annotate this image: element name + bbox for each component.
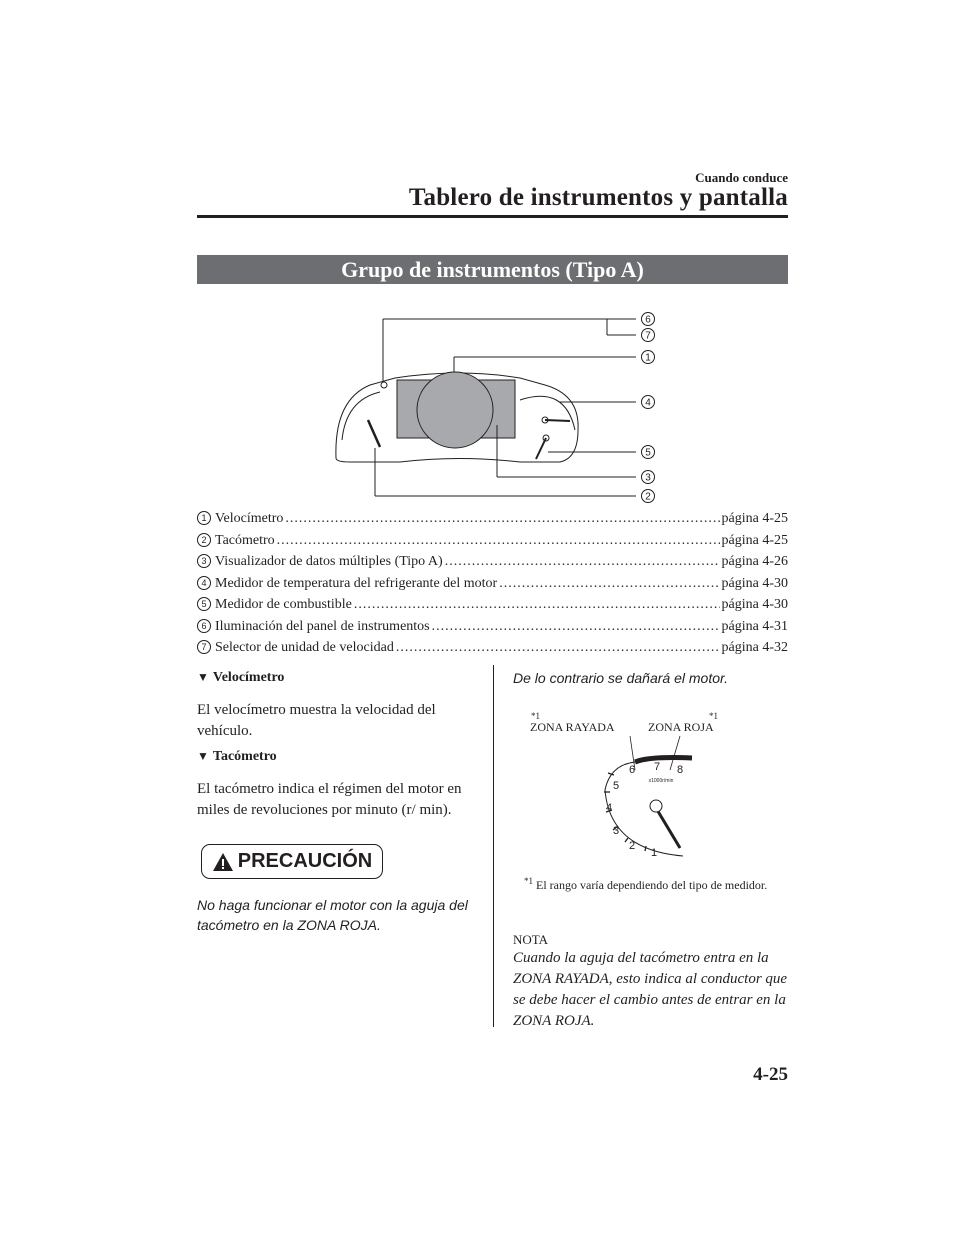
tach-number: 4 xyxy=(605,802,613,814)
list-item: 6 Iluminación del panel de instrumentos ..... página 4-31 xyxy=(197,619,788,641)
callout-5: 5 xyxy=(645,447,651,459)
chapter-title: Tablero de instrumentos y pantalla xyxy=(408,184,788,211)
triangle-down-icon: ▼ xyxy=(197,749,209,763)
tacometro-text: El tacómetro indica el régimen del motor en miles de revoluciones por minuto (r/ min). xyxy=(197,781,462,818)
instrument-cluster-illustration xyxy=(330,308,675,508)
zona-roja-label: ZONA ROJA xyxy=(648,720,714,734)
triangle-down-icon: ▼ xyxy=(197,670,209,684)
temp-needle xyxy=(545,420,570,421)
column-divider xyxy=(493,665,494,1027)
caution-label: PRECAUCIÓN xyxy=(237,850,373,872)
tach-number: 8 xyxy=(676,764,684,776)
right-gauge-arc xyxy=(520,396,575,430)
note-text: Cuando la aguja del tacómetro entra en la ZONA RAYADA, esto indica al conductor que se debe hacer el cambio antes de entrar en la ZONA ROJA. xyxy=(513,950,788,1029)
caution-text: No haga funcionar el motor con la aguja del tacómetro en la ZONA ROJA. xyxy=(197,897,468,933)
callout-4: 4 xyxy=(645,397,651,409)
tach-number: 6 xyxy=(628,764,636,776)
section-title: Grupo de instrumentos (Tipo A) xyxy=(197,255,788,284)
footnote-marker: *1 xyxy=(531,711,540,721)
callout-6: 6 xyxy=(645,314,651,326)
note-label: NOTA xyxy=(513,932,549,947)
list-item: 3 Visualizador de datos múltiples (Tipo A) ..... página 4-26 xyxy=(197,554,788,576)
velocimetro-text: El velocímetro muestra la velocidad del vehículo. xyxy=(197,702,436,739)
callout-7: 7 xyxy=(645,330,651,342)
tach-number: 5 xyxy=(612,780,620,792)
tach-number: 1 xyxy=(650,847,658,859)
list-item: 5 Medidor de combustible ..... página 4-30 xyxy=(197,597,788,619)
illumination-knob xyxy=(381,382,387,388)
warning-icon xyxy=(212,852,234,872)
tach-number: 7 xyxy=(653,761,661,773)
callout-2: 2 xyxy=(645,491,651,503)
tach-number: 3 xyxy=(612,825,620,837)
callout-3: 3 xyxy=(645,472,651,484)
footnote-marker: *1 xyxy=(524,876,533,886)
footnote-marker: *1 xyxy=(709,711,718,721)
footnote: $^{*1}$ El rango varía dependiendo del tipo de medidor. xyxy=(524,876,768,892)
caution-box xyxy=(201,844,383,879)
chapter-subtitle: Cuando conduce xyxy=(695,170,788,185)
list-item: 7 Selector de unidad de velocidad ..... página 4-32 xyxy=(197,640,788,662)
tach-unit: x1000r/min xyxy=(648,778,674,784)
list-item: 1 Velocímetro ..... página 4-25 xyxy=(197,511,788,533)
page-number: 4-25 xyxy=(753,1064,788,1085)
callout-1: 1 xyxy=(645,352,651,364)
velocimetro-heading: ▼ Velocímetro xyxy=(197,670,285,685)
list-item: 2 Tacómetro ..... página 4-25 xyxy=(197,533,788,555)
zona-rayada-label: ZONA RAYADA xyxy=(530,720,615,734)
component-list xyxy=(197,511,788,662)
tach-number: 2 xyxy=(628,840,636,852)
tacometro-heading: ▼ Tacómetro xyxy=(197,749,277,764)
list-item: 4 Medidor de temperatura del refrigerante del motor ..... página 4-30 xyxy=(197,576,788,598)
left-needle xyxy=(368,420,380,447)
tachometer-illustration xyxy=(590,730,700,870)
speedometer-dial xyxy=(417,372,493,448)
caution-continued: De lo contrario se dañará el motor. xyxy=(513,670,729,686)
header-rule xyxy=(197,215,788,218)
